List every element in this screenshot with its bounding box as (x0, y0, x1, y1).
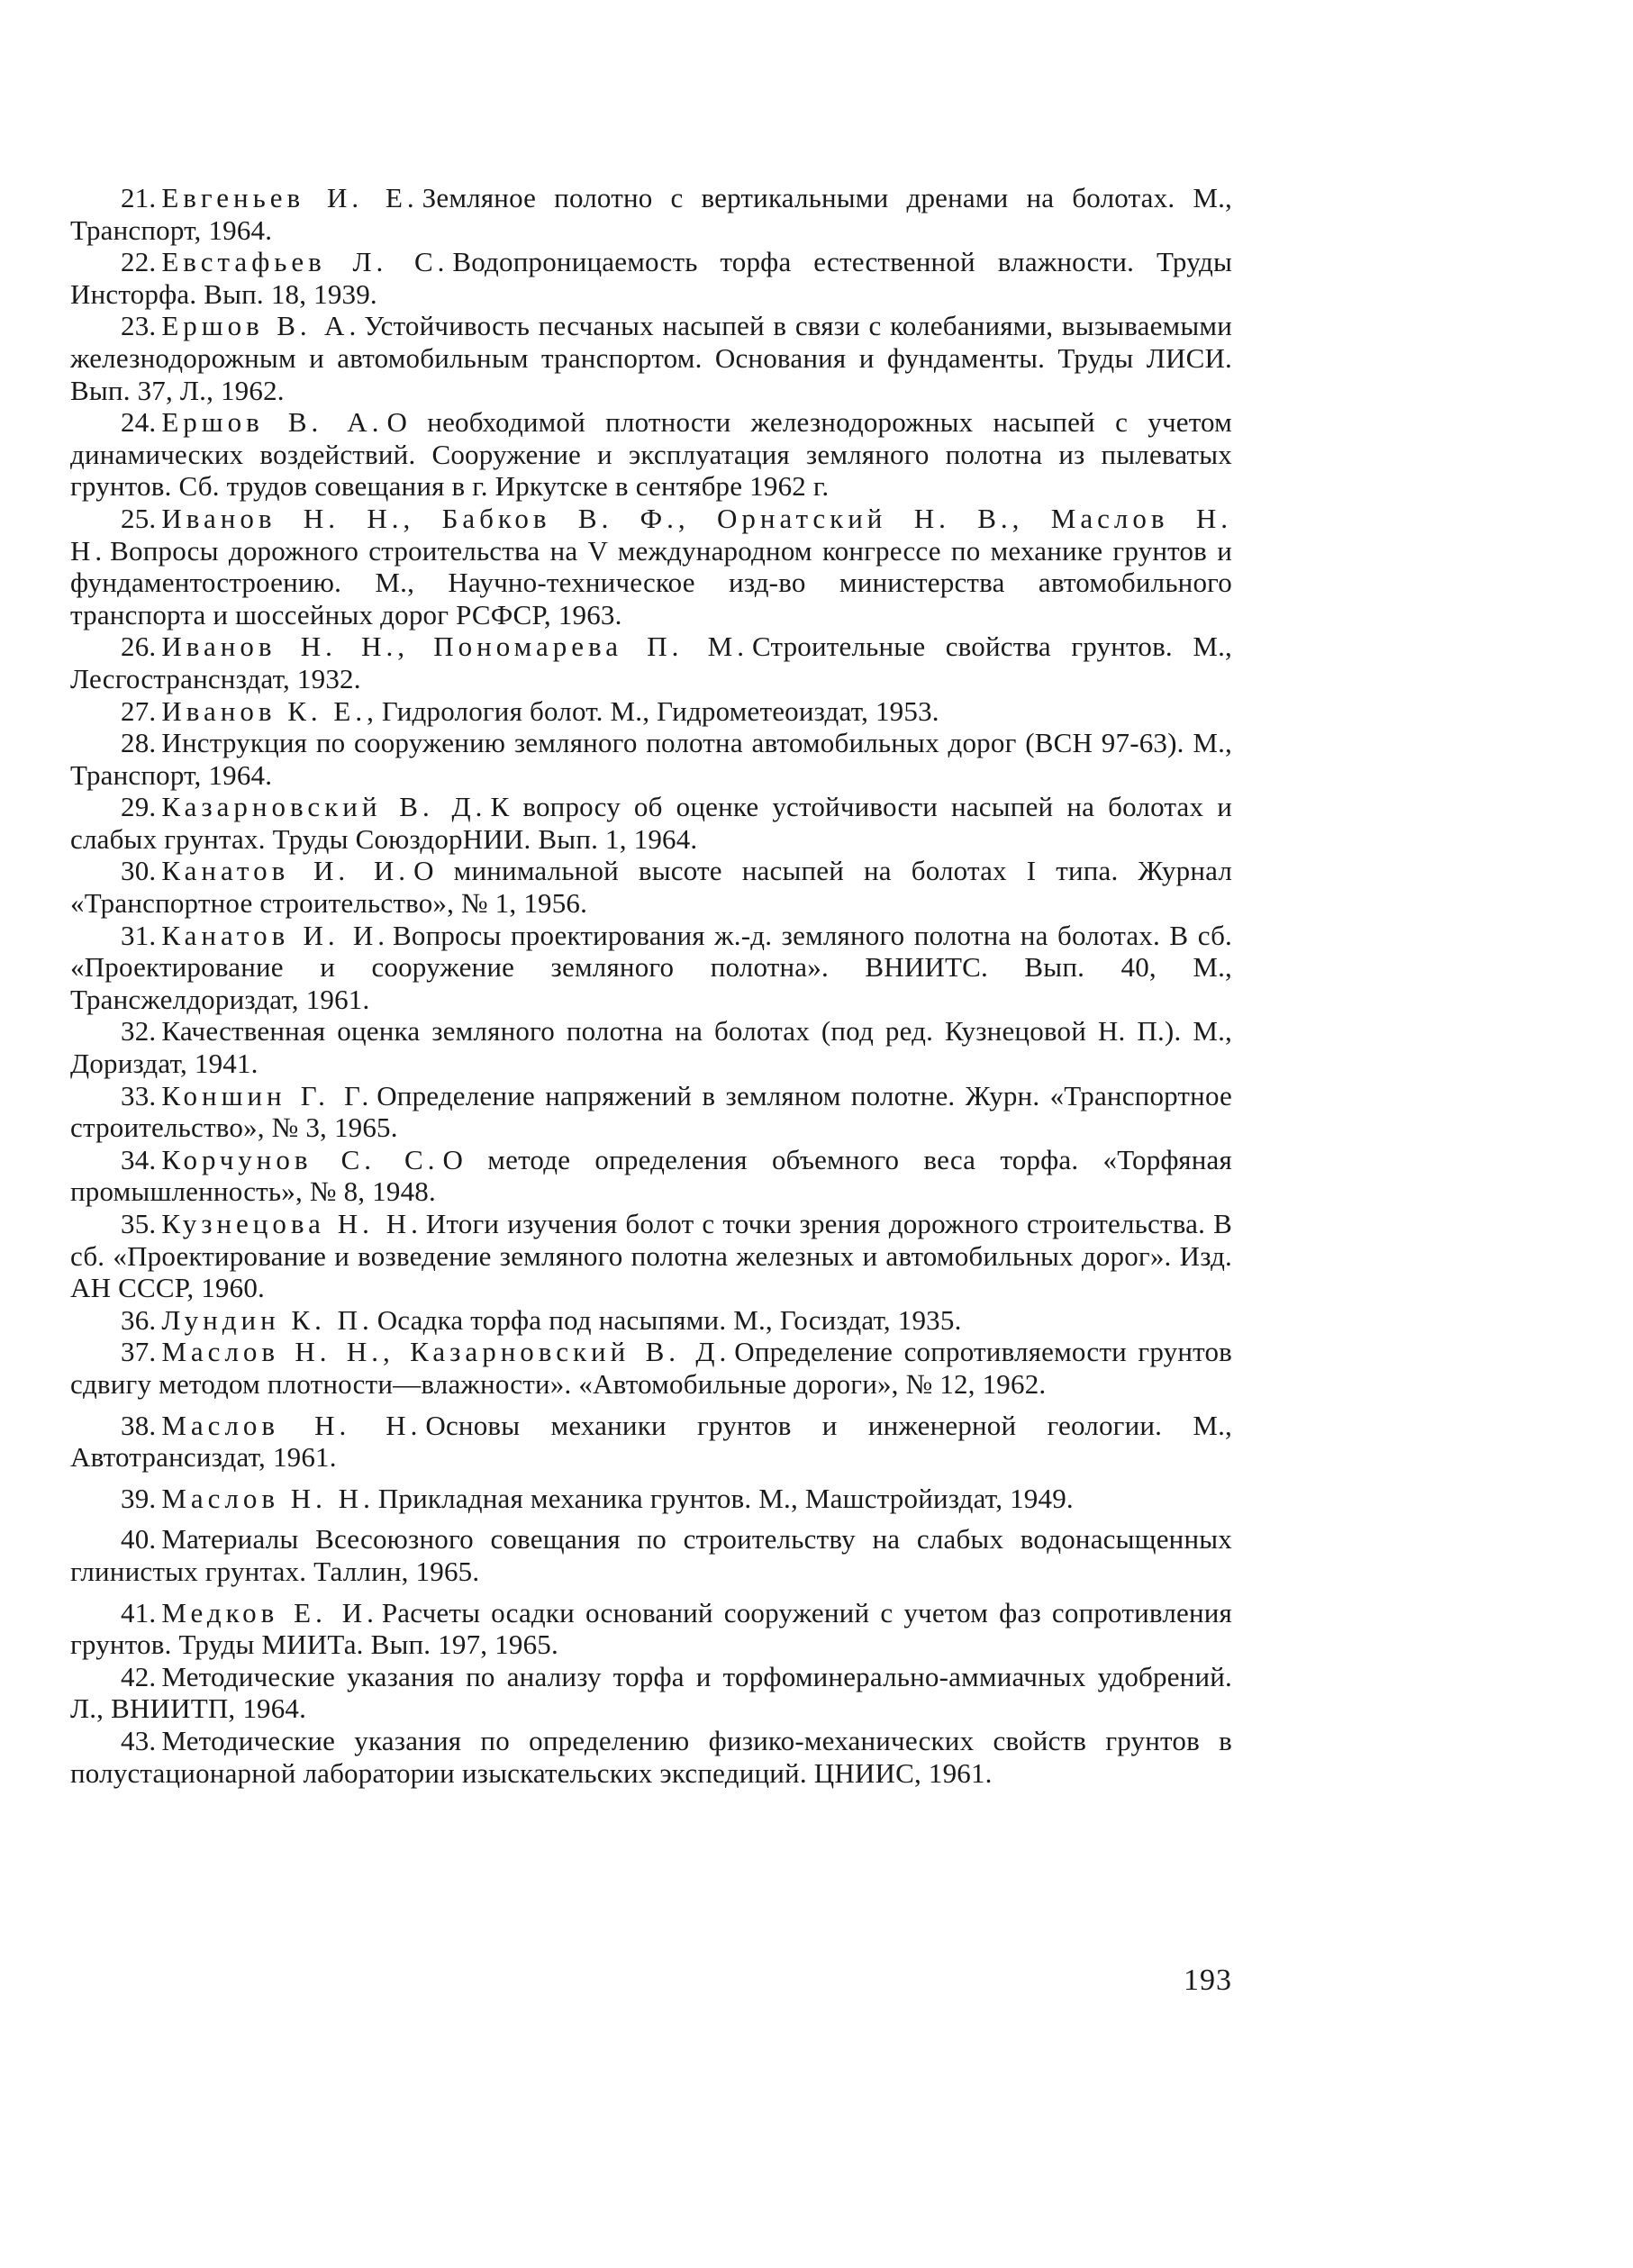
reference-author: Ершов В. А. (161, 406, 384, 439)
reference-item (70, 182, 1232, 246)
reference-number: 37. (121, 1336, 157, 1368)
reference-text: О необходимой плотности железнодорожных насыпей с учетом динамических воздействий. Сооружение и эксплуатация земляного полотна из пылеватых грунтов. Сб. трудов совещания в г. Иркутске в сентябре 1962 г. (70, 406, 1232, 503)
reference-text: Строительные свойства грунтов. М., Лесгостранснздат, 1932. (70, 631, 1232, 694)
reference-item (70, 727, 1232, 791)
reference-author: Евстафьев Л. С. (161, 246, 449, 278)
reference-author: Маслов Н. Н. (161, 1409, 422, 1441)
reference-item (70, 1144, 1232, 1208)
reference-text: Осадка торфа под насыпями. М., Госиздат, 1935. (376, 1303, 962, 1336)
reference-author: Иванов Н. Н., Бабков В. Ф., Орнатский Н. В., Маслов Н. Н. (70, 502, 1232, 567)
reference-author: Канатов И. И. (161, 919, 389, 951)
reference-author: Казарновский В. Д. (161, 791, 487, 823)
reference-number: 31. (121, 919, 157, 951)
reference-author: Медков Е. И. (161, 1596, 378, 1628)
reference-text: Определение напряжений в земляном полотне. Журн. «Транспортное строительство», № 3, 1965. (70, 1079, 1233, 1144)
reference-item (70, 631, 1232, 694)
reference-text: Методические указания по анализу торфа и торфоминерально-аммиачных удобрений. Л., ВНИИТП, 1964. (70, 1660, 1232, 1725)
reference-number: 23. (121, 310, 157, 342)
reference-text: Определение сопротивляемости грунтов сдвигу методом плотности—влажности». «Автомобильные дороги», № 12, 1962. (70, 1336, 1232, 1400)
reference-item (70, 1523, 1232, 1587)
reference-text: Вопросы дорожного строительства на V международном конгрессе по механике грунтов и фундаментостроению. М., Научно-техническое изд-во министерства автомобильного транспорта и шоссейных дорог РСФСР, 1963. (70, 534, 1232, 631)
reference-text: Основы механики грунтов и инженерной геологии. М., Автотрансиздат, 1961. (70, 1409, 1232, 1474)
reference-number: 30. (121, 855, 157, 887)
reference-author: Лундин К. П. (161, 1303, 374, 1336)
reference-number: 42. (121, 1660, 157, 1692)
reference-number: 24. (121, 406, 157, 439)
reference-author: Маслов Н. Н. (161, 1482, 375, 1514)
reference-item (70, 246, 1232, 310)
reference-author: Кузнецова Н. Н. (161, 1208, 422, 1239)
reference-item (70, 791, 1232, 855)
reference-author: Ершов В. А. (161, 310, 361, 342)
reference-text: Инструкция по сооружению земляного полотна автомобильных дорог (ВСН 97-63). М., Транспорт, 1964. (70, 727, 1232, 791)
reference-item (70, 1336, 1232, 1400)
reference-author: Иванов К. Е., (161, 694, 378, 727)
reference-author: Коншин Г. Г. (161, 1079, 374, 1111)
reference-author: Маслов Н. Н., Казарновский В. Д. (161, 1336, 731, 1368)
reference-item (70, 1015, 1232, 1079)
reference-text: Устойчивость песчаных насыпей в связи с колебаниями, вызываемыми железнодорожным и автомобильным транспортом. Основания и фундаменты. Труды ЛИСИ. Вып. 37, Л., 1962. (70, 310, 1232, 406)
reference-item (70, 1410, 1232, 1474)
reference-item (70, 1304, 1232, 1337)
reference-number: 39. (121, 1482, 157, 1514)
reference-number: 28. (121, 727, 157, 759)
reference-number: 36. (121, 1303, 157, 1336)
reference-author: Иванов Н. Н., Пономарева П. М. (161, 631, 748, 663)
reference-item (70, 406, 1232, 503)
reference-number: 22. (121, 246, 157, 278)
page-number: 193 (1184, 1964, 1232, 1997)
reference-number: 33. (121, 1079, 157, 1111)
reference-number: 32. (121, 1015, 157, 1048)
reference-text: Гидрология болот. М., Гидрометеоиздат, 1953. (381, 694, 939, 727)
reference-text: Итоги изучения болот с точки зрения дорожного строительства. В сб. «Проектирование и возведение земляного полотна железных и автомобильных дорог». Изд. АН СССР, 1960. (70, 1208, 1232, 1304)
reference-text: К вопросу об оценке устойчивости насыпей на болотах и слабых грунтах. Труды СоюздорНИИ. Вып. 1, 1964. (70, 791, 1232, 855)
reference-item (70, 310, 1232, 406)
reference-number: 21. (121, 182, 157, 213)
reference-number: 29. (121, 791, 157, 823)
reference-number: 35. (121, 1208, 157, 1239)
reference-item (70, 1080, 1232, 1144)
reference-author: Корчунов С. С. (161, 1143, 440, 1175)
reference-text: Расчеты осадки оснований сооружений с учетом фаз сопротивления грунтов. Труды МИИТа. Вып. 197, 1965. (70, 1596, 1232, 1661)
reference-text: Качественная оценка земляного полотна на болотах (под ред. Кузнецовой Н. П.). М., Дориздат, 1941. (70, 1015, 1232, 1080)
reference-item (70, 1483, 1232, 1515)
reference-number: 26. (121, 631, 157, 663)
reference-number: 40. (121, 1523, 157, 1556)
reference-text: Вопросы проектирования ж.-д. земляного полотна на болотах. В сб. «Проектирование и сооружение земляного полотна». ВНИИТС. Вып. 40, М., Трансжелдориздат, 1961. (70, 919, 1233, 1015)
reference-text: Водопроницаемость торфа естественной влажности. Труды Инсторфа. Вып. 18, 1939. (70, 246, 1232, 310)
reference-number: 25. (121, 502, 157, 534)
reference-text: Материалы Всесоюзного совещания по строительству на слабых водонасыщенных глинистых грунтах. Таллин, 1965. (70, 1523, 1232, 1587)
reference-item (70, 1661, 1232, 1725)
reference-number: 41. (121, 1596, 157, 1628)
reference-text: О минимальной высоте насыпей на болотах I типа. Журнал «Транспортное строительство», № 1, 1956. (70, 855, 1233, 920)
reference-item (70, 855, 1232, 919)
reference-item (70, 503, 1232, 631)
reference-text: Методические указания по определению физико-механических свойств грунтов в полустационарной лаборатории изыскательских экспедиций. ЦНИИС, 1961. (70, 1724, 1232, 1789)
reference-item (70, 1725, 1232, 1789)
reference-item (70, 695, 1232, 728)
reference-number: 38. (121, 1409, 157, 1441)
reference-item (70, 920, 1232, 1016)
reference-item (70, 1208, 1232, 1304)
reference-number: 27. (121, 694, 157, 727)
reference-number: 34. (121, 1143, 157, 1175)
reference-text: Земляное полотно с вертикальными дренами на болотах. М., Транспорт, 1964. (70, 182, 1232, 246)
reference-text: О методе определения объемного веса торфа. «Торфяная промышленность», № 8, 1948. (70, 1143, 1232, 1208)
reference-author: Евгеньев И. Е. (161, 182, 419, 213)
reference-number: 43. (121, 1724, 157, 1756)
reference-item (70, 1597, 1232, 1661)
reference-text: Прикладная механика грунтов. М., Машстройиздат, 1949. (377, 1482, 1074, 1514)
reference-author: Канатов И. И. (161, 855, 411, 887)
reference-list (70, 182, 1232, 1789)
